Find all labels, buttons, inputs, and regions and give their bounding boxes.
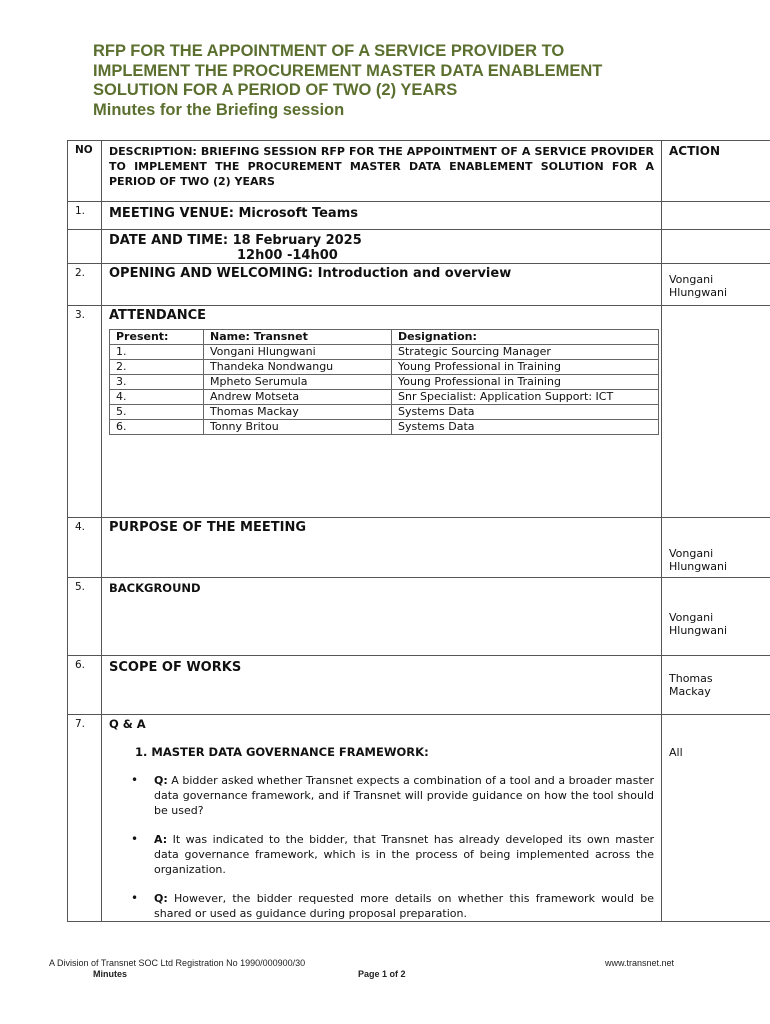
row-number	[68, 230, 102, 264]
row-purpose	[68, 518, 770, 578]
row-number: 7.	[68, 715, 102, 922]
footer-website: www.transnet.net	[605, 958, 675, 968]
row-action: Vongani Hlungwani	[662, 264, 770, 306]
title-line-4: Minutes for the Briefing session	[93, 100, 345, 119]
attendance-table	[109, 329, 659, 435]
attendance-row: 5. Thomas Mackay Systems Data	[110, 405, 659, 420]
header-row	[68, 141, 770, 202]
row-action: Vongani Hlungwani	[662, 518, 770, 578]
row-qa	[68, 715, 770, 922]
row-text: DATE AND TIME: 18 February 2025 12h00 -14h00	[102, 230, 662, 264]
row-number: 3.	[68, 306, 102, 518]
row-attendance	[68, 306, 770, 518]
attendance-row: 6. Tonny Britou Systems Data	[110, 420, 659, 435]
attendance-row: 4. Andrew Motseta Snr Specialist: Application Support: ICT	[110, 390, 659, 405]
document-title	[93, 42, 733, 120]
header-no: NO	[68, 141, 102, 202]
row-text: ATTENDANCE Present: Name: Transnet Designation: 1. Vongani Hlungwani Strategic Sourcing Manager 2. Thandeka Nondwangu Young Professional in Training 3. Mpheto Serumula Young Professional in Training 4. Andrew Motseta Snr Specialist: Application Support: ICT 5. Thomas Mackay Systems Data 6. Tonny Britou Systems Data	[102, 306, 662, 518]
row-text: SCOPE OF WORKS	[102, 656, 662, 715]
footer-division: A Division of Transnet SOC Ltd Registration No 1990/000900/30	[49, 958, 306, 968]
row-number: 6.	[68, 656, 102, 715]
footer-page-number: Page 1 of 2	[358, 969, 406, 979]
row-text: OPENING AND WELCOMING: Introduction and overview	[102, 264, 662, 306]
qa-item: • Q: A bidder asked whether Transnet expects a combination of a tool and a broader master data governance framework, and if Transnet will provide guidance on how the tool should be used?	[109, 773, 654, 818]
attendance-row: 2. Thandeka Nondwangu Young Professional in Training	[110, 360, 659, 375]
header-description: DESCRIPTION: BRIEFING SESSION RFP FOR THE APPOINTMENT OF A SERVICE PROVIDER TO IMPLEMENT THE PROCUREMENT MASTER DATA ENABLEMENT SOLUTION FOR A PERIOD OF TWO (2) YEARS	[102, 141, 662, 202]
row-action	[662, 230, 770, 264]
title-line-1: RFP FOR THE APPOINTMENT OF A SERVICE PROVIDER TO	[93, 42, 565, 60]
row-scope	[68, 656, 770, 715]
attendance-header: Present: Name: Transnet Designation:	[110, 330, 659, 345]
header-action: ACTION	[662, 141, 770, 202]
row-text: PURPOSE OF THE MEETING	[102, 518, 662, 578]
qa-item: • A: It was indicated to the bidder, that Transnet has already developed its own master data governance framework, which is in the process of being implemented across the organization.	[109, 832, 654, 877]
row-action: Thomas Mackay	[662, 656, 770, 715]
qa-subheading: 1. MASTER DATA GOVERNANCE FRAMEWORK:	[135, 745, 429, 759]
row-text: BACKGROUND	[102, 578, 662, 656]
row-action	[662, 202, 770, 230]
row-action: All	[662, 715, 770, 922]
row-venue	[68, 202, 770, 230]
title-line-3: SOLUTION FOR A PERIOD OF TWO (2) YEARS	[93, 81, 458, 99]
attendance-row: 3. Mpheto Serumula Young Professional in Training	[110, 375, 659, 390]
row-opening	[68, 264, 770, 306]
row-number: 1.	[68, 202, 102, 230]
row-action: Vongani Hlungwani	[662, 578, 770, 656]
qa-item: • Q: However, the bidder requested more details on whether this framework would be shared or used as guidance during proposal preparation.	[109, 891, 654, 921]
row-text: Q & A 1. MASTER DATA GOVERNANCE FRAMEWORK: • Q: A bidder asked whether Transnet expects a combination of a tool and a broader master data governance framework, and if Transnet will provide guidance on how the tool should be used? • A: It was indicated to the bidder, that Transnet has already developed its own master data governance framework, which is in the process of being implemented across the organization. • Q: However, the bidder requested more details on whether this framework would be shared or used as guidance during proposal preparation.	[102, 715, 662, 922]
attendance-row: 1. Vongani Hlungwani Strategic Sourcing Manager	[110, 345, 659, 360]
row-background	[68, 578, 770, 656]
row-datetime	[68, 230, 770, 264]
row-text: MEETING VENUE: Microsoft Teams	[102, 202, 662, 230]
row-action	[662, 306, 770, 518]
row-number: 4.	[68, 518, 102, 578]
minutes-table	[67, 140, 770, 922]
title-line-2: IMPLEMENT THE PROCUREMENT MASTER DATA ENABLEMENT	[93, 61, 603, 80]
row-number: 5.	[68, 578, 102, 656]
row-number: 2.	[68, 264, 102, 306]
footer-minutes: Minutes	[93, 969, 128, 979]
